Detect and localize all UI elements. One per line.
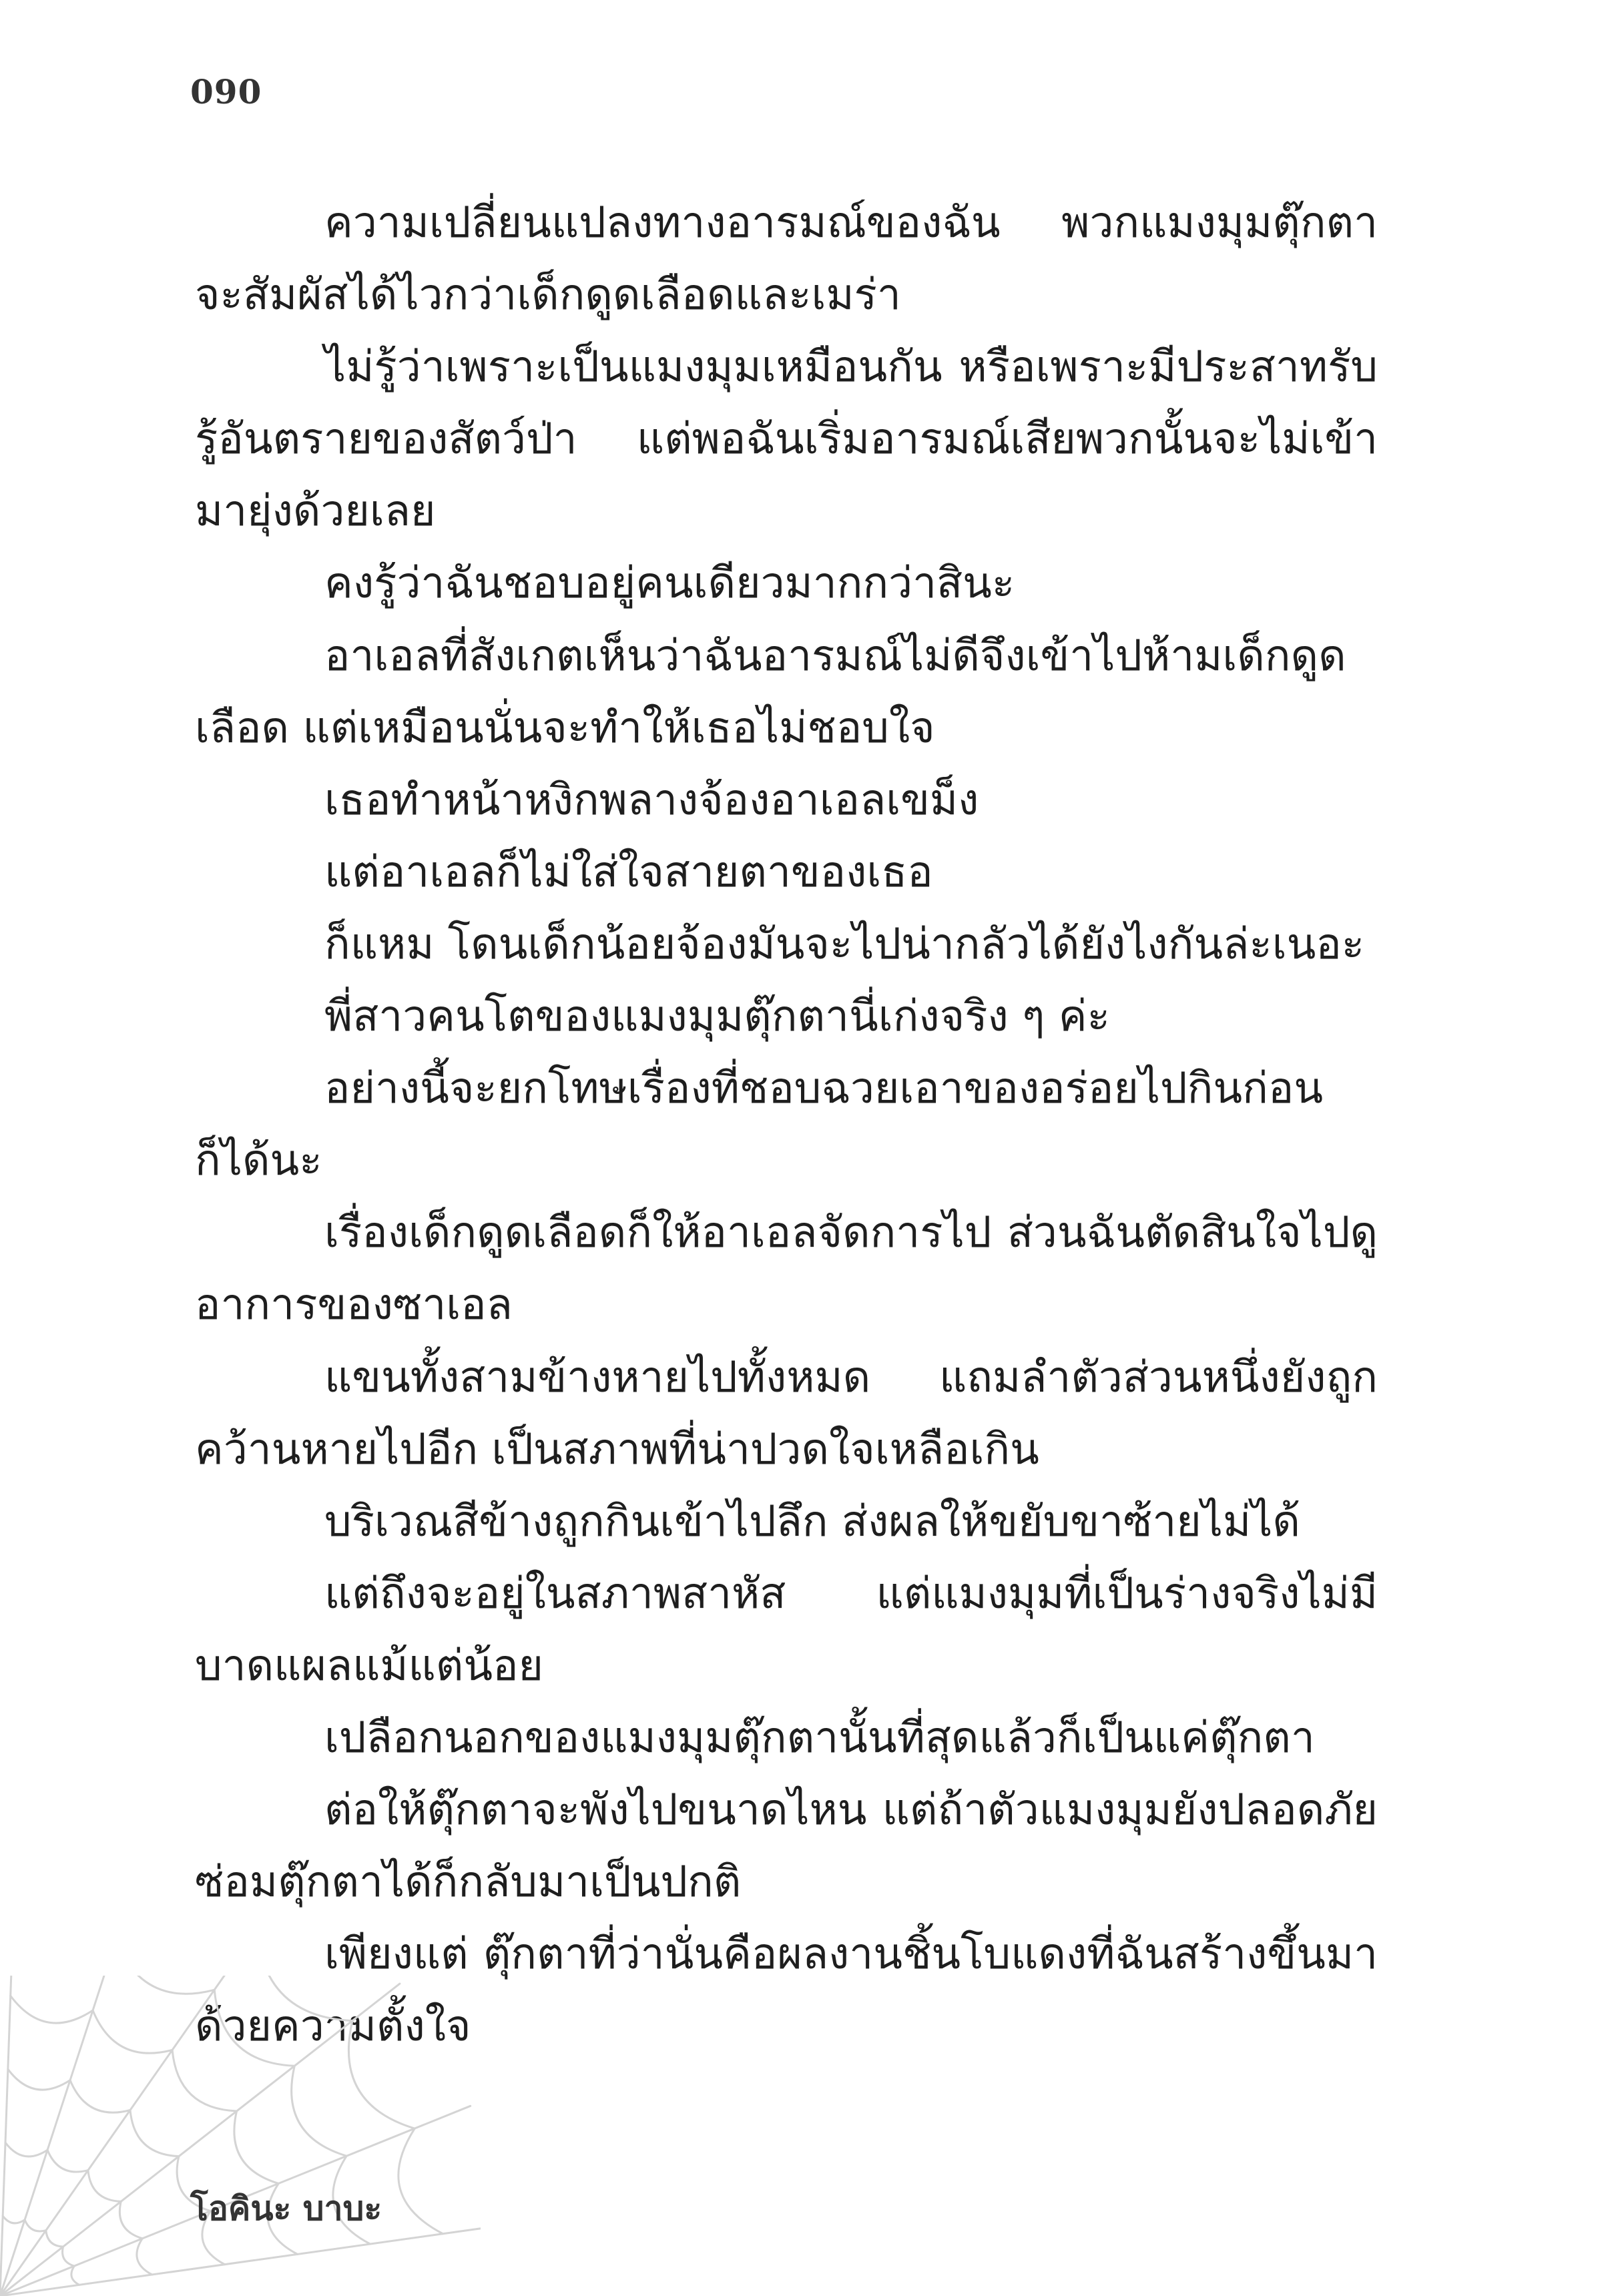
paragraph: ความเปลี่ยนแปลงทางอารมณ์ของฉัน พวกแมงมุมตุ๊กตาจะสัมผัสได้ไวกว่าเด็กดูดเลือดและเมร่า	[195, 198, 1378, 320]
paragraph: คงรู้ว่าฉันชอบอยู่คนเดียวมากกว่าสินะ	[324, 559, 1015, 609]
footer-author: โอคินะ บาบะ	[190, 2189, 382, 2228]
paragraph: เพียงแต่ ตุ๊กตาที่ว่านั่นคือผลงานชิ้นโบแดงที่ฉันสร้างขึ้นมาด้วยความตั้งใจ	[195, 1930, 1378, 2052]
page-number: 090	[190, 72, 262, 111]
paragraph: บริเวณสีข้างถูกกินเข้าไปลึก ส่งผลให้ขยับขาซ้ายไม่ได้	[324, 1496, 1300, 1546]
paragraph: เรื่องเด็กดูดเลือดก็ให้อาเอลจัดการไป ส่วนฉันตัดสินใจไปดูอาการของซาเอล	[195, 1208, 1378, 1330]
paragraph: ต่อให้ตุ๊กตาจะพังไปขนาดไหน แต่ถ้าตัวแมงมุมยังปลอดภัยซ่อมตุ๊กตาได้ก็กลับมาเป็นปกติ	[195, 1785, 1378, 1908]
paragraph: อย่างนี้จะยกโทษเรื่องที่ชอบฉวยเอาของอร่อยไปกินก่อนก็ได้นะ	[195, 1064, 1324, 1186]
paragraph: เธอทำหน้าหงิกพลางจ้องอาเอลเขม็ง	[324, 775, 979, 825]
paragraph: ไม่รู้ว่าเพราะเป็นแมงมุมเหมือนกัน หรือเพราะมีประสาทรับรู้อันตรายของสัตว์ป่า แต่พอฉันเริ่มอารมณ์เสียพวกนั้นจะไม่เข้ามายุ่งด้วยเลย	[195, 342, 1378, 537]
paragraph: แต่อาเอลก็ไม่ใส่ใจสายตาของเธอ	[324, 847, 933, 897]
paragraph: อาเอลที่สังเกตเห็นว่าฉันอารมณ์ไม่ดีจึงเข้าไปห้ามเด็กดูดเลือด แต่เหมือนนั่นจะทำให้เธอไม่ชอบใจ	[195, 631, 1346, 753]
paragraph: เปลือกนอกของแมงมุมตุ๊กตานั้นที่สุดแล้วก็เป็นแค่ตุ๊กตา	[324, 1713, 1315, 1763]
paragraph: พี่สาวคนโตของแมงมุมตุ๊กตานี่เก่งจริง ๆ ค่ะ	[324, 992, 1110, 1042]
body-text	[195, 187, 1378, 2062]
paragraph: ก็แหม โดนเด็กน้อยจ้องมันจะไปน่ากลัวได้ยังไงกันล่ะเนอะ	[324, 919, 1365, 969]
cobweb-icon	[0, 1976, 481, 2296]
paragraph: แขนทั้งสามข้างหายไปทั้งหมด แถมลำตัวส่วนหนึ่งยังถูกคว้านหายไปอีก เป็นสภาพที่น่าปวดใจเหลือเกิน	[195, 1352, 1378, 1474]
paragraph: แต่ถึงจะอยู่ในสภาพสาหัส แต่แมงมุมที่เป็นร่างจริงไม่มีบาดแผลแม้แต่น้อย	[195, 1568, 1378, 1691]
